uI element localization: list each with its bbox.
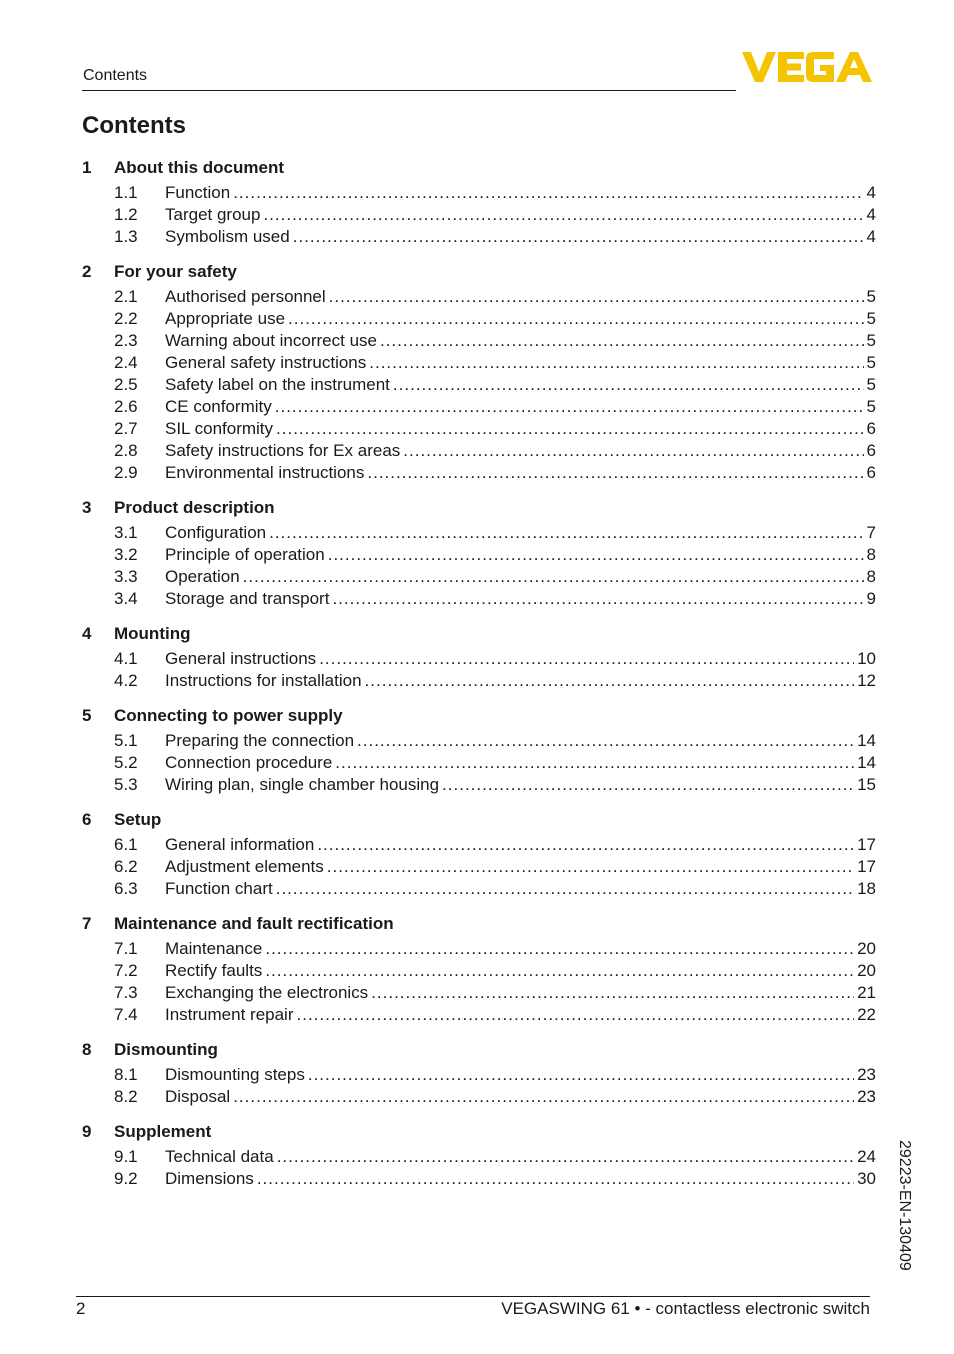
dot-leader xyxy=(380,330,864,352)
footer-divider xyxy=(76,1296,870,1297)
entry-page-number: 18 xyxy=(857,879,876,898)
entry-title: Wiring plan, single chamber housing xyxy=(165,775,440,794)
entry-title: Safety label on the instrument xyxy=(165,375,390,394)
entry-title: General safety instructions xyxy=(165,353,367,372)
toc-section xyxy=(82,623,876,692)
toc-section-heading[interactable] xyxy=(82,913,876,935)
header-divider xyxy=(82,90,736,91)
entry-number: 5.1 xyxy=(114,731,138,750)
entry-title: Function xyxy=(165,183,231,202)
section-number: 6 xyxy=(82,810,92,829)
dot-leader xyxy=(297,1004,855,1026)
section-number: 3 xyxy=(82,498,92,517)
entry-page-number: 5 xyxy=(866,353,876,372)
entry-number: 2.7 xyxy=(114,419,138,438)
footer-title: VEGASWING 61 • - contactless electronic switch xyxy=(501,1299,870,1318)
entry-number: 7.3 xyxy=(114,983,138,1002)
vega-logo xyxy=(742,52,872,82)
entry-number: 1.1 xyxy=(114,183,138,202)
entry-page-number: 4 xyxy=(866,183,876,202)
dot-leader xyxy=(317,834,854,856)
entry-title: General information xyxy=(165,835,315,854)
section-number: 1 xyxy=(82,158,92,177)
entry-number: 7.1 xyxy=(114,939,138,958)
toc-entry[interactable] xyxy=(82,374,876,396)
dot-leader xyxy=(233,182,863,204)
toc-section xyxy=(82,157,876,248)
entry-title: Environmental instructions xyxy=(165,463,365,482)
entry-title: SIL conformity xyxy=(165,419,274,438)
entry-page-number: 17 xyxy=(857,835,876,854)
entry-number: 9.2 xyxy=(114,1169,138,1188)
toc-entry[interactable] xyxy=(82,204,876,226)
toc-entry[interactable] xyxy=(82,462,876,484)
entry-title: Disposal xyxy=(165,1087,231,1106)
entry-page-number: 5 xyxy=(866,309,876,328)
entry-page-number: 6 xyxy=(866,419,876,438)
entry-page-number: 23 xyxy=(857,1087,876,1106)
section-number: 4 xyxy=(82,624,92,643)
entry-title: Instructions for installation xyxy=(165,671,362,690)
toc-section xyxy=(82,809,876,900)
toc-section-heading[interactable] xyxy=(82,705,876,727)
section-number: 5 xyxy=(82,706,92,725)
entry-page-number: 21 xyxy=(857,983,876,1002)
entry-number: 2.4 xyxy=(114,353,138,372)
entry-title: Warning about incorrect use xyxy=(165,331,377,350)
entry-title: Technical data xyxy=(165,1147,274,1166)
entry-page-number: 6 xyxy=(866,463,876,482)
entry-number: 8.2 xyxy=(114,1087,138,1106)
toc-entry[interactable] xyxy=(82,878,876,900)
section-number: 2 xyxy=(82,262,92,281)
table-of-contents xyxy=(82,157,876,1203)
entry-title: Target group xyxy=(165,205,261,224)
entry-number: 2.9 xyxy=(114,463,138,482)
entry-title: Authorised personnel xyxy=(165,287,326,306)
toc-section xyxy=(82,1121,876,1190)
dot-leader xyxy=(332,588,863,610)
section-title: Connecting to power supply xyxy=(114,706,343,725)
entry-number: 6.3 xyxy=(114,879,138,898)
entry-title: CE conformity xyxy=(165,397,272,416)
section-number: 9 xyxy=(82,1122,92,1141)
entry-page-number: 5 xyxy=(866,287,876,306)
toc-entry[interactable] xyxy=(82,856,876,878)
section-title: For your safety xyxy=(114,262,237,281)
section-title: Setup xyxy=(114,810,162,829)
dot-leader xyxy=(263,204,863,226)
dot-leader xyxy=(293,226,864,248)
dot-leader xyxy=(277,1146,854,1168)
entry-page-number: 14 xyxy=(857,731,876,750)
section-title: Product description xyxy=(114,498,275,517)
section-title: Maintenance and fault rectification xyxy=(114,914,394,933)
toc-section-heading[interactable] xyxy=(82,809,876,831)
toc-section xyxy=(82,497,876,610)
toc-entry[interactable] xyxy=(82,752,876,774)
toc-entry[interactable] xyxy=(82,182,876,204)
toc-entry[interactable] xyxy=(82,1086,876,1108)
dot-leader xyxy=(243,566,864,588)
entry-page-number: 6 xyxy=(866,441,876,460)
dot-leader xyxy=(442,774,854,796)
toc-entry[interactable] xyxy=(82,1064,876,1086)
section-number: 8 xyxy=(82,1040,92,1059)
toc-entry[interactable] xyxy=(82,960,876,982)
entry-number: 2.3 xyxy=(114,331,138,350)
entry-title: Rectify faults xyxy=(165,961,263,980)
entry-title: Adjustment elements xyxy=(165,857,324,876)
running-header: Contents xyxy=(83,67,148,84)
toc-section-heading[interactable] xyxy=(82,1121,876,1143)
entry-page-number: 14 xyxy=(857,753,876,772)
entry-number: 4.1 xyxy=(114,649,138,668)
dot-leader xyxy=(365,670,855,692)
toc-entry[interactable] xyxy=(82,834,876,856)
toc-entry[interactable] xyxy=(82,648,876,670)
entry-title: Operation xyxy=(165,567,240,586)
toc-entry[interactable] xyxy=(82,730,876,752)
entry-number: 2.8 xyxy=(114,441,138,460)
entry-title: Dismounting steps xyxy=(165,1065,305,1084)
entry-number: 4.2 xyxy=(114,671,138,690)
entry-number: 2.5 xyxy=(114,375,138,394)
toc-entry[interactable] xyxy=(82,286,876,308)
dot-leader xyxy=(288,308,864,330)
entry-number: 3.2 xyxy=(114,545,138,564)
entry-page-number: 8 xyxy=(866,567,876,586)
entry-number: 3.3 xyxy=(114,567,138,586)
toc-section xyxy=(82,705,876,796)
toc-section-heading[interactable] xyxy=(82,1039,876,1061)
entry-number: 5.2 xyxy=(114,753,138,772)
toc-entry[interactable] xyxy=(82,396,876,418)
toc-entry[interactable] xyxy=(82,440,876,462)
dot-leader xyxy=(276,418,864,440)
entry-title: General instructions xyxy=(165,649,317,668)
entry-number: 2.2 xyxy=(114,309,138,328)
entry-number: 1.3 xyxy=(114,227,138,246)
entry-title: Maintenance xyxy=(165,939,263,958)
toc-entry[interactable] xyxy=(82,352,876,374)
entry-page-number: 12 xyxy=(857,671,876,690)
toc-section-heading[interactable] xyxy=(82,157,876,179)
entry-title: Symbolism used xyxy=(165,227,290,246)
dot-leader xyxy=(329,286,864,308)
toc-section xyxy=(82,261,876,484)
page-number: 2 xyxy=(76,1299,86,1318)
entry-title: Safety instructions for Ex areas xyxy=(165,441,401,460)
dot-leader xyxy=(403,440,863,462)
toc-entry[interactable] xyxy=(82,588,876,610)
entry-page-number: 4 xyxy=(866,205,876,224)
dot-leader xyxy=(276,878,854,900)
entry-page-number: 24 xyxy=(857,1147,876,1166)
entry-page-number: 20 xyxy=(857,939,876,958)
dot-leader xyxy=(265,938,854,960)
dot-leader xyxy=(308,1064,854,1086)
toc-entry[interactable] xyxy=(82,1146,876,1168)
entry-page-number: 20 xyxy=(857,961,876,980)
toc-section-heading[interactable] xyxy=(82,261,876,283)
section-title: About this document xyxy=(114,158,284,177)
dot-leader xyxy=(319,648,854,670)
entry-number: 5.3 xyxy=(114,775,138,794)
dot-leader xyxy=(369,352,863,374)
entry-number: 3.1 xyxy=(114,523,138,542)
toc-entry[interactable] xyxy=(82,522,876,544)
entry-page-number: 30 xyxy=(857,1169,876,1188)
toc-entry[interactable] xyxy=(82,226,876,248)
entry-number: 2.1 xyxy=(114,287,138,306)
entry-page-number: 5 xyxy=(866,331,876,350)
entry-title: Connection procedure xyxy=(165,753,333,772)
entry-number: 3.4 xyxy=(114,589,138,608)
section-number: 7 xyxy=(82,914,92,933)
entry-number: 1.2 xyxy=(114,205,138,224)
entry-number: 8.1 xyxy=(114,1065,138,1084)
dot-leader xyxy=(357,730,854,752)
entry-title: Dimensions xyxy=(165,1169,254,1188)
entry-number: 9.1 xyxy=(114,1147,138,1166)
dot-leader xyxy=(393,374,864,396)
entry-number: 6.1 xyxy=(114,835,138,854)
toc-entry[interactable] xyxy=(82,774,876,796)
entry-title: Appropriate use xyxy=(165,309,286,328)
entry-title: Function chart xyxy=(165,879,273,898)
toc-entry[interactable] xyxy=(82,1168,876,1190)
entry-number: 2.6 xyxy=(114,397,138,416)
entry-title: Instrument repair xyxy=(165,1005,294,1024)
toc-section-heading[interactable] xyxy=(82,497,876,519)
toc-entry[interactable] xyxy=(82,308,876,330)
entry-title: Principle of operation xyxy=(165,545,325,564)
toc-entry[interactable] xyxy=(82,670,876,692)
dot-leader xyxy=(328,544,864,566)
section-title: Supplement xyxy=(114,1122,212,1141)
entry-page-number: 23 xyxy=(857,1065,876,1084)
entry-number: 6.2 xyxy=(114,857,138,876)
toc-entry[interactable] xyxy=(82,938,876,960)
toc-entry[interactable] xyxy=(82,544,876,566)
toc-entry[interactable] xyxy=(82,418,876,440)
dot-leader xyxy=(367,462,863,484)
page-title: Contents xyxy=(82,112,186,139)
entry-page-number: 7 xyxy=(866,523,876,542)
entry-page-number: 9 xyxy=(866,589,876,608)
entry-title: Exchanging the electronics xyxy=(165,983,369,1002)
entry-page-number: 5 xyxy=(866,375,876,394)
entry-number: 7.4 xyxy=(114,1005,138,1024)
section-title: Mounting xyxy=(114,624,191,643)
entry-number: 7.2 xyxy=(114,961,138,980)
dot-leader xyxy=(275,396,864,418)
toc-section xyxy=(82,1039,876,1108)
entry-page-number: 15 xyxy=(857,775,876,794)
document-id: 29223-EN-130409 xyxy=(896,1140,913,1271)
entry-page-number: 17 xyxy=(857,857,876,876)
dot-leader xyxy=(265,960,854,982)
entry-page-number: 4 xyxy=(866,227,876,246)
toc-section-heading[interactable] xyxy=(82,623,876,645)
entry-page-number: 22 xyxy=(857,1005,876,1024)
entry-title: Configuration xyxy=(165,523,267,542)
dot-leader xyxy=(257,1168,854,1190)
dot-leader xyxy=(269,522,863,544)
toc-section xyxy=(82,913,876,1026)
section-title: Dismounting xyxy=(114,1040,218,1059)
toc-entry[interactable] xyxy=(82,982,876,1004)
dot-leader xyxy=(233,1086,854,1108)
toc-entry[interactable] xyxy=(82,566,876,588)
dot-leader xyxy=(327,856,854,878)
toc-entry[interactable] xyxy=(82,330,876,352)
dot-leader xyxy=(371,982,854,1004)
dot-leader xyxy=(335,752,854,774)
entry-page-number: 10 xyxy=(857,649,876,668)
entry-page-number: 5 xyxy=(866,397,876,416)
entry-page-number: 8 xyxy=(866,545,876,564)
entry-title: Storage and transport xyxy=(165,589,330,608)
entry-title: Preparing the connection xyxy=(165,731,355,750)
toc-entry[interactable] xyxy=(82,1004,876,1026)
